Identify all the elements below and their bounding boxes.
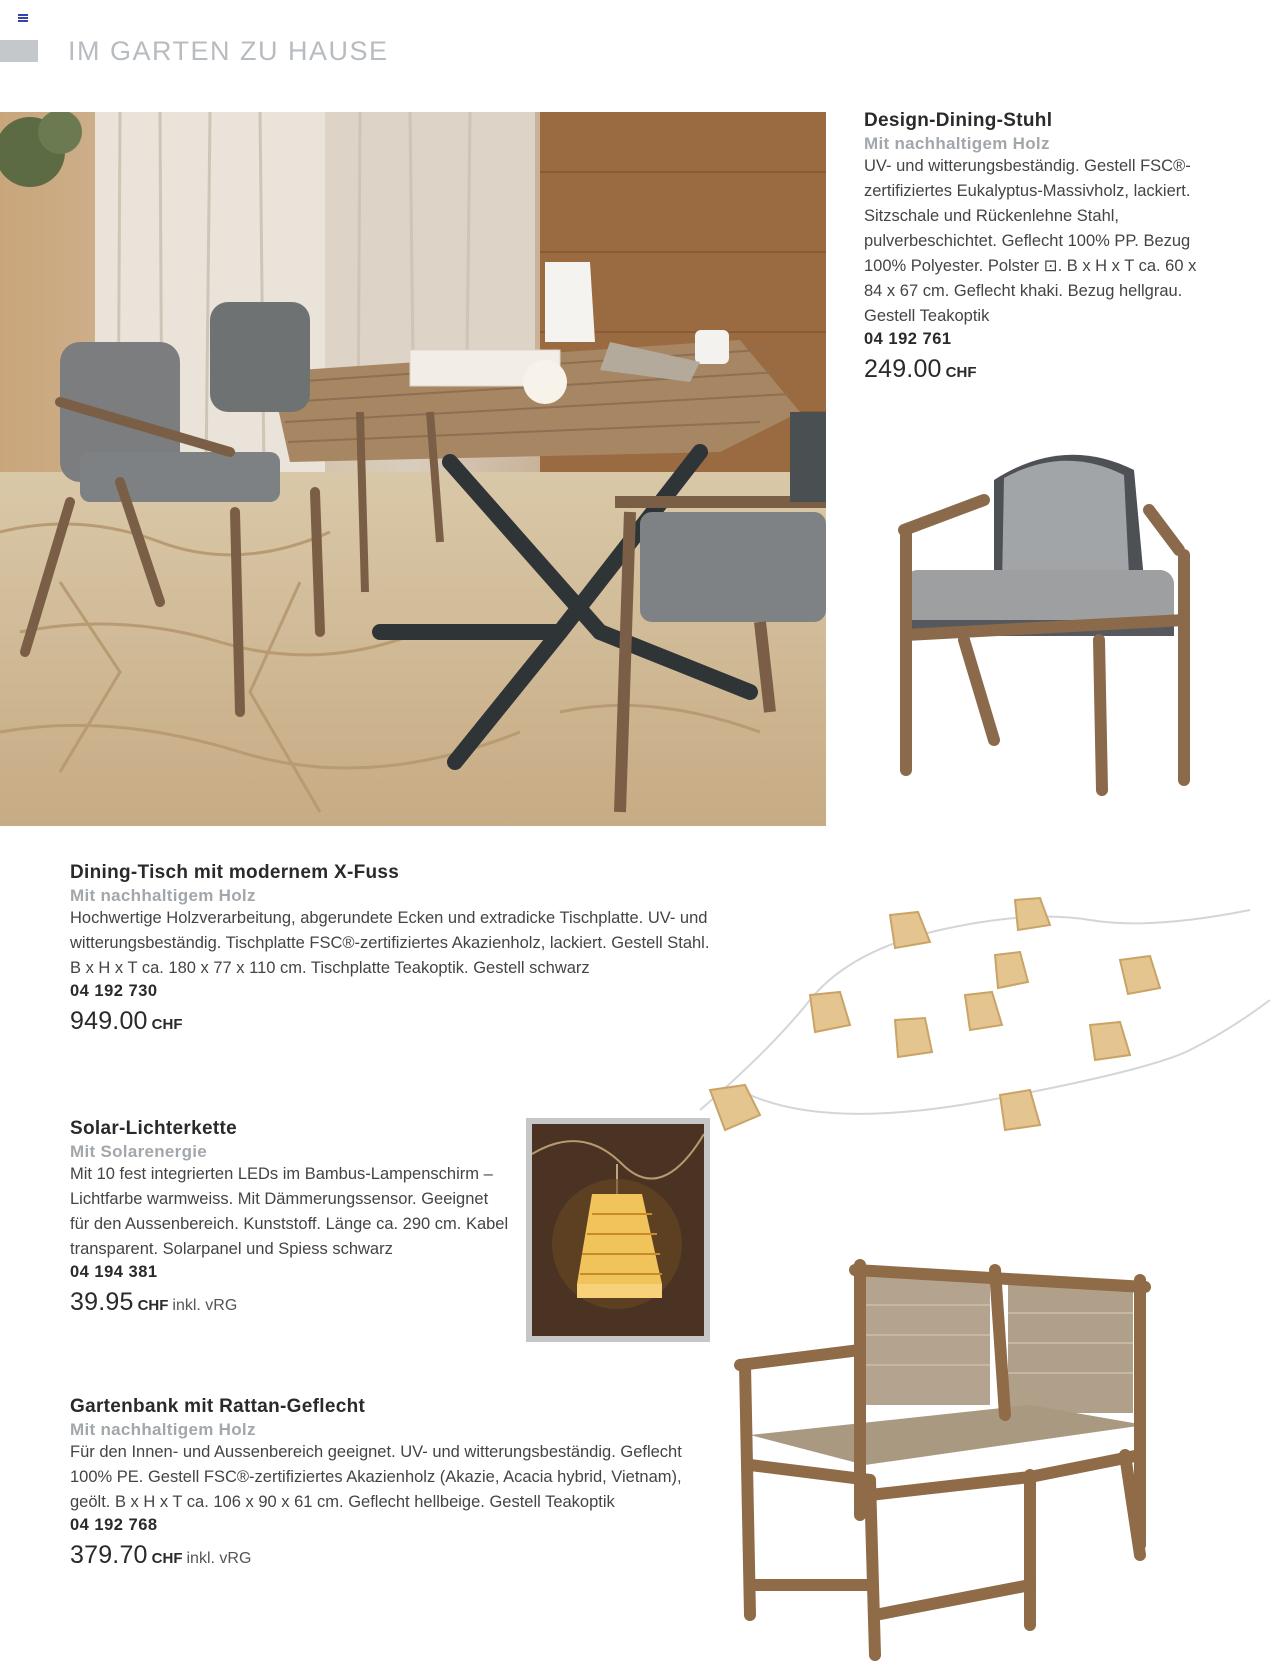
product-dining-table: [70, 862, 710, 1036]
price: 949.00: [70, 1007, 148, 1035]
bench-product-image: [730, 1255, 1190, 1665]
product-subtitle: Mit nachhaltigem Holz: [70, 886, 256, 905]
price-row: [70, 1007, 710, 1036]
product-subtitle: Mit nachhaltigem Holz: [70, 1420, 256, 1439]
menu-icon[interactable]: [18, 14, 28, 22]
page-title: IM GARTEN ZU HAUSE: [68, 36, 389, 66]
currency: CHF: [151, 1016, 183, 1033]
vrg-note: inkl. vRG: [172, 1297, 238, 1314]
vrg-note: inkl. vRG: [186, 1550, 252, 1567]
product-name: Solar-Lichterkette: [70, 1118, 237, 1139]
dining-scene-illustration: [0, 112, 826, 826]
product-subtitle: Mit nachhaltigem Holz: [864, 134, 1050, 153]
section-marker: [0, 40, 38, 62]
chair-product-image: [884, 440, 1204, 810]
product-dining-chair: [864, 110, 1204, 384]
price: 39.95: [70, 1288, 134, 1316]
currency: CHF: [151, 1550, 183, 1567]
lamp-night-photo: [526, 1118, 710, 1342]
product-subtitle: Mit Solarenergie: [70, 1142, 208, 1161]
product-name: Design-Dining-Stuhl: [864, 110, 1053, 131]
article-number: 04 192 768: [70, 1516, 158, 1534]
price: 249.00: [864, 355, 942, 383]
product-description: Hochwertige Holzverarbeitung, abgerundete Ecken und extradicke Tischplatte. UV- und witterungsbeständig. Tischplatte FSC®-zertifiziertes Akazienholz, lackiert. Gestell Stahl. B x H x T ca. 180 x 77 x 110 cm. Tischplatte Teakoptik. Gestell schwarz: [70, 909, 710, 977]
currency: CHF: [945, 364, 977, 381]
product-description: Für den Innen- und Aussenbereich geeignet. UV- und witterungsbeständig. Geflecht 100% PE. Gestell FSC®-zertifiziertes Akazienholz (Akazie, Acacia hybrid, Vietnam), geölt. B x H x T ca. 106 x 90 x 61 cm. Geflecht hellbeige. Gestell Teakoptik: [70, 1443, 682, 1511]
currency: CHF: [137, 1297, 169, 1314]
product-garden-bench: [70, 1396, 710, 1570]
solar-light-chain-image: [690, 880, 1280, 1150]
product-name: Gartenbank mit Rattan-Geflecht: [70, 1396, 366, 1417]
product-solar-lights: [70, 1118, 510, 1317]
product-name: Dining-Tisch mit modernem X-Fuss: [70, 862, 400, 883]
article-number: 04 194 381: [70, 1263, 158, 1281]
article-number: 04 192 761: [864, 330, 952, 348]
dining-scene-photo: [0, 112, 826, 826]
product-description: Mit 10 fest integrierten LEDs im Bambus-Lampenschirm – Lichtfarbe warmweiss. Mit Dämmerungssensor. Geeignet für den Aussenbereich. Kunststoff. Länge ca. 290 cm. Kabel transparent. Solarpanel und Spiess schwarz: [70, 1165, 509, 1258]
price-row: [70, 1288, 510, 1317]
article-number: 04 192 730: [70, 982, 158, 1000]
price: 379.70: [70, 1541, 148, 1569]
product-description: UV- und witterungsbeständig. Gestell FSC®-zertifiziertes Eukalyptus-Massivholz, lackiert. Sitzschale und Rückenlehne Stahl, pulverbeschichtet. Geflecht 100% PP. Bezug 100% Polyester. Polster ⊡. B x H x T ca. 60 x 84 x 67 cm. Geflecht khaki. Bezug hellgrau. Gestell Teakoptik: [864, 157, 1197, 325]
price-row: [864, 355, 1204, 384]
price-row: [70, 1541, 710, 1570]
